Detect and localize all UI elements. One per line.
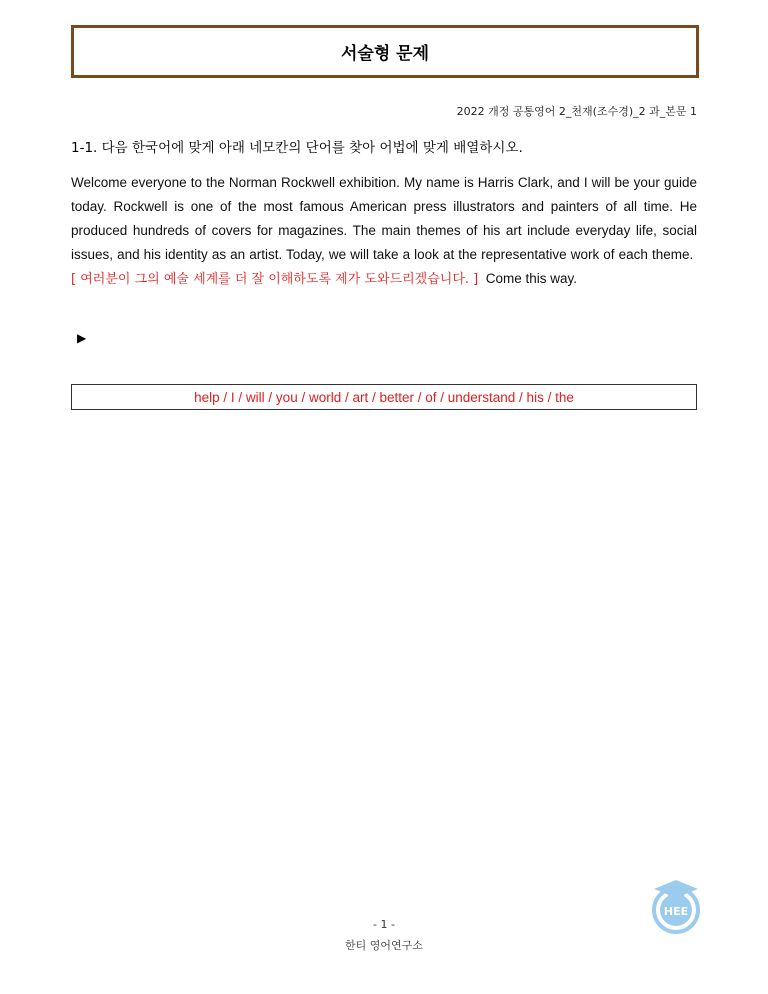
source-label: 2022 개정 공통영어 2_천재(조수경)_2 과_본문 1 — [456, 105, 697, 118]
passage-korean-prompt: [ 여러분이 그의 예술 세계를 더 잘 이해하도록 제가 도와드리겠습니다. ] — [71, 272, 479, 287]
word-box-text: help / I / will / you / world / art / better / of / understand / his / the — [194, 389, 574, 405]
footer-org: 한티 영어연구소 — [345, 939, 423, 952]
passage-text-after: Come this way. — [485, 271, 578, 286]
passage — [71, 171, 697, 292]
answer-arrow-icon: ▶ — [77, 331, 87, 345]
logo-text: HEE — [663, 905, 689, 918]
question-text: 1-1. 다음 한국어에 맞게 아래 네모칸의 단어를 찾아 어법에 맞게 배열하시오. — [71, 140, 523, 156]
page-title: 서술형 문제 — [340, 44, 430, 64]
word-box — [71, 384, 697, 410]
passage-text-before: Welcome everyone to the Norman Rockwell exhibition. My name is Harris Clark, and I will be your guide today. Rockwell is one of the most famous American press illustrators and painters of all time. He produced hundreds of covers for magazines. The main themes of his art include everyday life, social issues, and his identity as an artist. Today, we will take a look at the representative work of each theme. — [71, 175, 697, 262]
title-box — [71, 25, 699, 78]
page-number: - 1 - — [373, 918, 395, 931]
hee-logo-icon — [648, 876, 704, 936]
